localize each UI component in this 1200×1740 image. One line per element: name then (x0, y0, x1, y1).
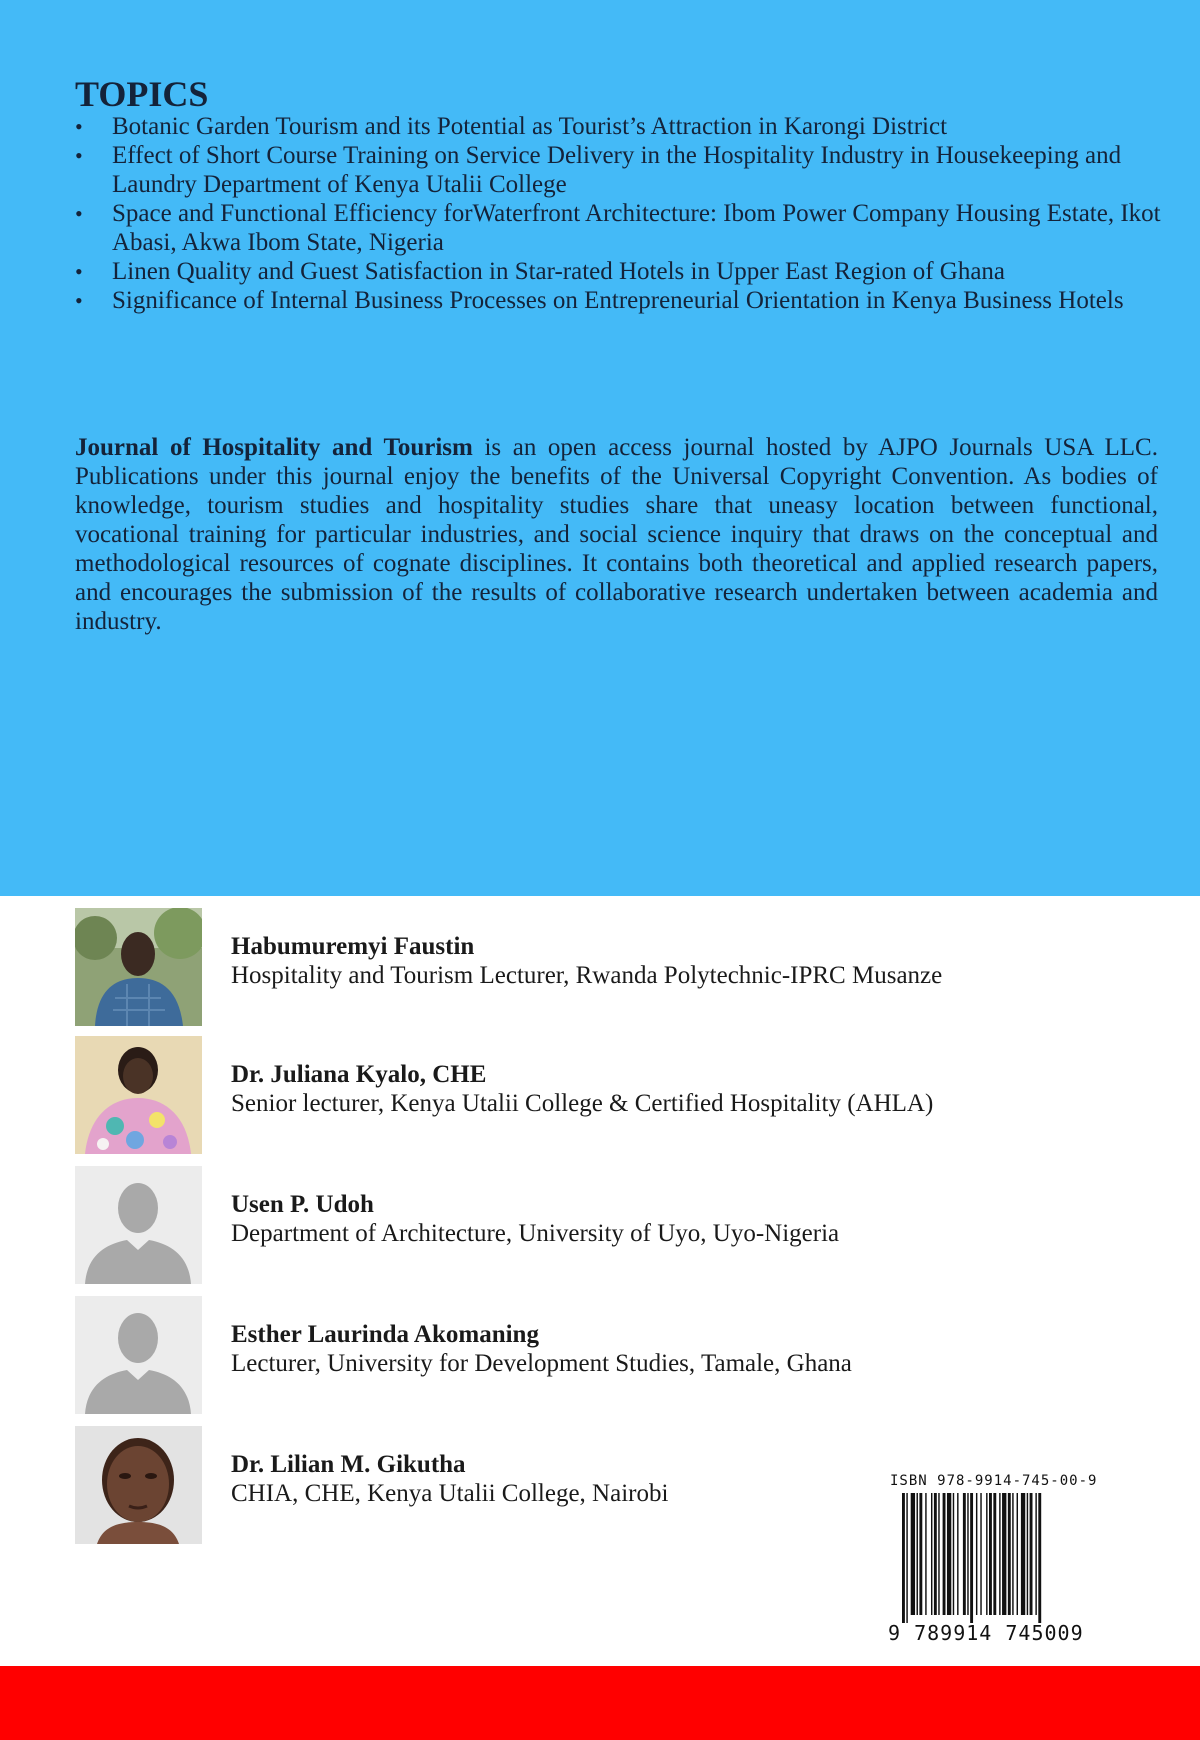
barcode-bar (911, 1493, 915, 1615)
isbn-label: ISBN 978-9914-745-00-9 (890, 1473, 1098, 1489)
avatar-placeholder-icon (75, 1296, 202, 1414)
red-footer-band (0, 1666, 1200, 1740)
barcode-bar (976, 1493, 977, 1615)
barcode-bar (986, 1493, 987, 1615)
author-text (231, 1450, 668, 1508)
author-role: Department of Architecture, University of Uyo, Uyo-Nigeria (231, 1220, 840, 1247)
author-photo (75, 1036, 202, 1154)
author-role: Hospitality and Tourism Lecturer, Rwanda Polytechnic-IPRC Musanze (231, 962, 943, 989)
author-text (231, 1320, 852, 1378)
barcode-digits: 9 789914 745009 (888, 1621, 1084, 1645)
author-text (231, 1060, 933, 1118)
author-name: Usen P. Udoh (231, 1191, 374, 1218)
journal-description-body: is an open access journal hosted by AJPO Journals USA LLC. Publications under this journal enjoy the benefits of the Universal Copyright Convention. As bodies of knowledge, tourism studies and hospitality studies share that uneasy location between functional, vocational training for particular industries, and social science inquiry that draws on the conceptual and methodological resources of cognate disciplines. It contains both theoretical and applied research papers, and encourages the submission of the results of collaborative research undertaken between academia and industry. (75, 434, 1158, 635)
barcode-bar (1030, 1493, 1033, 1615)
author-text (231, 932, 942, 990)
author-name: Dr. Lilian M. Gikutha (231, 1451, 466, 1478)
barcode-bar (989, 1493, 992, 1615)
journal-name: Journal of Hospitality and Tourism (75, 434, 473, 461)
barcode-bar (999, 1493, 1000, 1615)
author-role: CHIA, CHE, Kenya Utalii College, Nairobi (231, 1480, 669, 1507)
author-entry (75, 1166, 1075, 1284)
author-entry (75, 1036, 1075, 1154)
topics-list (75, 112, 1165, 315)
author-text (231, 1190, 839, 1248)
avatar-placeholder-icon (75, 1166, 202, 1284)
barcode-bar (931, 1493, 932, 1615)
barcode-icon (888, 1493, 1092, 1623)
topic-item: • Linen Quality and Guest Satisfaction in Star-rated Hotels in Upper East Region of Ghana (75, 257, 1165, 286)
barcode-bar (947, 1493, 951, 1615)
barcode-bar (1038, 1493, 1041, 1623)
author-name: Dr. Juliana Kyalo, CHE (231, 1061, 487, 1088)
author-photo (75, 1426, 202, 1544)
isbn-barcode-block (888, 1473, 1102, 1653)
author-entry (75, 908, 1075, 1026)
author-name: Habumuremyi Faustin (231, 933, 475, 960)
author-photo (75, 908, 202, 1026)
topic-item: • Space and Functional Efficiency forWaterfront Architecture: Ibom Power Company Housing Estate, Ikot Abasi, Akwa Ibom State, Nigeria (75, 199, 1165, 257)
barcode-bar (1008, 1493, 1011, 1615)
author-role: Lecturer, University for Development Studies, Tamale, Ghana (231, 1350, 852, 1377)
topic-item: • Botanic Garden Tourism and its Potential as Tourist’s Attraction in Karongi District (75, 112, 1165, 141)
barcode-bar (1012, 1493, 1013, 1615)
barcode-bar (919, 1493, 922, 1615)
author-role: Senior lecturer, Kenya Utalii College & Certified Hospitality (AHLA) (231, 1090, 934, 1117)
barcode-bar (957, 1493, 958, 1615)
barcode-bar (967, 1493, 968, 1615)
barcode-bar (953, 1493, 954, 1615)
barcode-bar (1017, 1493, 1018, 1615)
topics-title: TOPICS (75, 74, 209, 114)
barcode-bar (925, 1493, 926, 1615)
author-name: Esther Laurinda Akomaning (231, 1321, 539, 1348)
barcode-bar (902, 1493, 905, 1623)
barcode-bar (1021, 1493, 1025, 1615)
barcode-bar (938, 1493, 939, 1615)
topic-item: • Effect of Short Course Training on Service Delivery in the Hospitality Industry in Housekeeping and Laundry Department of Kenya Utalii College (75, 141, 1165, 199)
journal-description (75, 433, 1158, 636)
barcode-bar (980, 1493, 981, 1615)
topic-item: • Significance of Internal Business Processes on Entrepreneurial Orientation in Kenya Business Hotels (75, 286, 1165, 315)
barcode-bar (993, 1493, 996, 1615)
barcode-bar (1002, 1493, 1006, 1615)
author-entry (75, 1296, 1075, 1414)
barcode-bar (1027, 1493, 1028, 1615)
barcode-bar (934, 1493, 937, 1615)
barcode-bar (1035, 1493, 1036, 1615)
barcode-bar (943, 1493, 946, 1615)
barcode-bar (963, 1493, 966, 1615)
barcode-bar (970, 1493, 973, 1623)
barcode-bar (917, 1493, 918, 1615)
barcode-bar (906, 1493, 907, 1623)
